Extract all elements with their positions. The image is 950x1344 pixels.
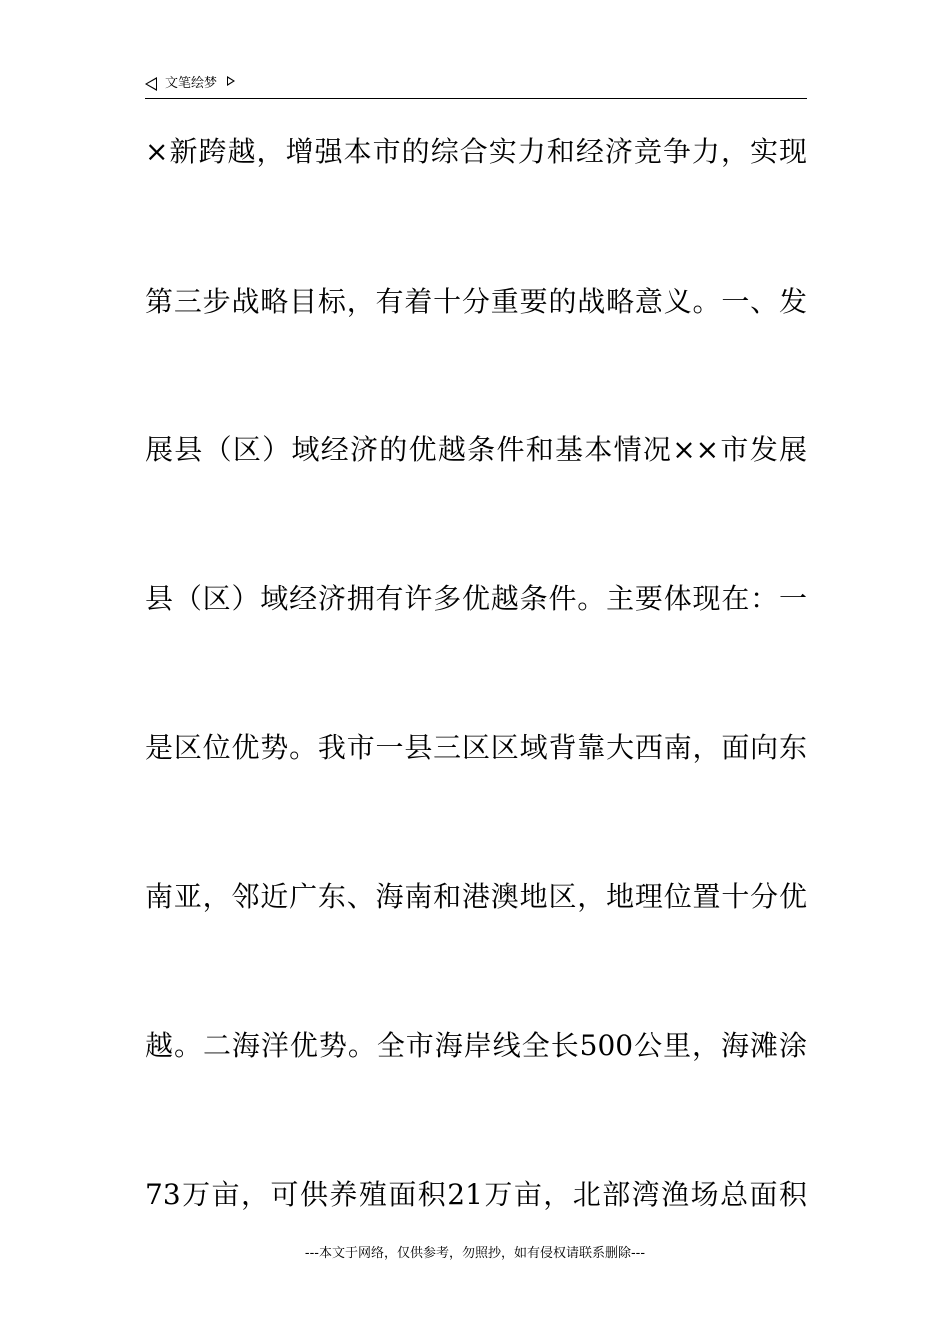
triangle-left-icon <box>145 77 157 91</box>
body-line: 是区位优势。我市一县三区区域背靠大西南，面向东 <box>145 731 807 764</box>
body-line: 越。二海洋优势。全市海岸线全长500公里，海滩涂 <box>145 1029 807 1062</box>
body-line: 第三步战略目标，有着十分重要的战略意义。一、发 <box>145 285 807 318</box>
page-header <box>145 74 807 99</box>
header-title: 文笔绘梦 <box>165 76 218 91</box>
footer-notice: ---本文于网络，仅供参考，勿照抄，如有侵权请联系删除--- <box>304 1246 646 1261</box>
body-line: ×新跨越，增强本市的综合实力和经济竞争力，实现 <box>145 135 807 168</box>
header-content <box>145 76 235 92</box>
body-line: 县（区）域经济拥有许多优越条件。主要体现在：一 <box>145 582 807 615</box>
body-line: 南亚，邻近广东、海南和港澳地区，地理位置十分优 <box>145 880 807 913</box>
body-line: 展县（区）域经济的优越条件和基本情况××市发展 <box>145 433 807 466</box>
body-line: 73万亩，可供养殖面积21万亩，北部湾渔场总面积 <box>145 1178 807 1211</box>
triangle-right-icon <box>227 76 235 86</box>
